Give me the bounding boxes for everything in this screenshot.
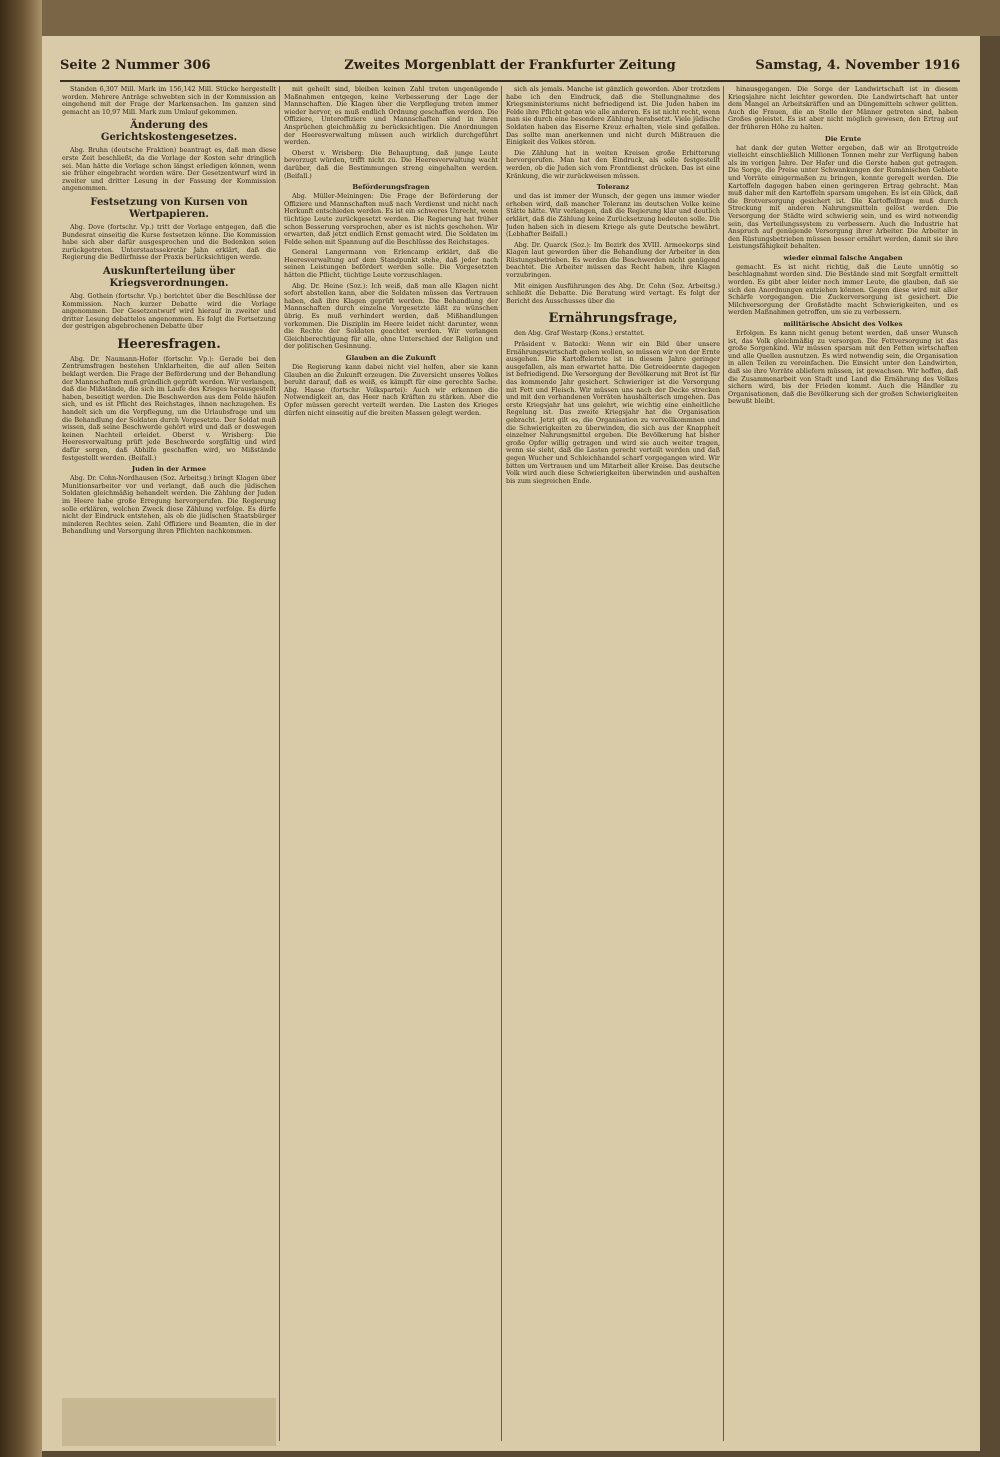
article-paragraph: Abg. Bruhn (deutsche Fraktion) beantragt es, daß man diese erste Zeit beschließt, da die Vorlage der Kosten sehr dringlich sei. Man hätte die Vorlage schon längst erledigen können, wenn sie früher eingebracht worden wäre. Der Gesetzentwurf wird in zweiter und dritter Lesung in der Fassung der Kommission angenommen. — [62, 146, 276, 193]
column-4 — [728, 86, 958, 1446]
article-paragraph: Die Regierung kann dabei nicht viel helfen, aber sie kann Glauben an die Zukunft erzeugen. Die Zuversicht unseres Volkes beruht darauf, daß es weiß, es kämpft für eine gerechte Sache. Abg. Haase (fortschr. Volkspartei): Auch wir erkennen die Notwendigkeit an, das Heer nach Kräften zu stärken. Aber die Opfer müssen gerecht verteilt werden. Die Lasten des Krieges dürfen nicht einseitig auf die breiten Massen gelegt werden. — [284, 363, 498, 417]
section-heading: Heeresfragen. — [117, 336, 221, 352]
column-2 — [284, 86, 498, 1446]
issue-date: Samstag, 4. November 1916 — [755, 58, 960, 73]
section-heading: Festsetzung von Kursen von Wertpapieren. — [90, 196, 248, 220]
article-paragraph: Standen 6,307 Mill. Mark im 156,142 Mill. Stücke hergestellt worden. Mehrere Anträge schwebten sich in der Kommission an eingehend mit der Frage der Markensachen. Im ganzen sind gemacht an 10,97 Mill. Mark zum Umlauf gekommen. — [62, 86, 276, 116]
section-subheading: wieder einmal falsche Angaben — [783, 253, 903, 262]
article-paragraph: Abg. Dr. Quarck (Soz.): Im Bezirk des XVIII. Armeekorps sind Klagen laut geworden über die Behandlung der Arbeiter in den Rüstungsbetrieben. Es werden die Beschwerden nicht genügend beachtet. Die Arbeiter müssen das Recht haben, ihre Klagen vorzubringen. — [506, 240, 720, 280]
section-heading: Änderung des Gerichtskostengesetzes. — [100, 120, 238, 144]
article-paragraph: Abg. Dr. Heine (Soz.): Ich weiß, daß man alle Klagen nicht sofort abstellen kann, aber die Soldaten müssen das Vertrauen haben, daß ihre Klagen geprüft werden. Die Behandlung der Mannschaften durch einzelne Vorgesetzte läßt zu wünschen übrig. Es muß verhindert werden, daß Mißhandlungen vorkommen. Die Disziplin im Heere leidet nicht darunter, wenn die Rechte der Soldaten geachtet werden. Wir verlangen Gleichberechtigung für alle, ohne Unterschied der Religion und der politischen Gesinnung. — [284, 281, 498, 351]
article-paragraph: General Langermann von Erlencamp erklärt, daß die Heeresverwaltung auf dem Standpunkt stehe, daß jeder nach seinen Leistungen befördert werden solle. Die Vorgesetzten hätten die Pflicht, tüchtige Leute vorzuschlagen. — [284, 248, 498, 280]
article-paragraph: Mit einigen Ausführungen des Abg. Dr. Cohn (Soz. Arbeitsg.) schließt die Debatte. Die Beratung wird vertagt. Es folgt der Bericht des Ausschusses über die — [506, 281, 720, 305]
paper-stain — [62, 1398, 276, 1446]
article-paragraph: Präsident v. Batocki: Wenn wir ein Bild über unsere Ernährungswirtschaft geben wollen, so müssen wir von der Ernte ausgehen. Die Kartoffelernte ist in diesem Jahre geringer ausgefallen, als man erwartet hatte. Die Getreideernte dagegen ist befriedigend. Die Versorgung der Bevölkerung mit Brot ist für das kommende Jahr gesichert. Schwieriger ist die Versorgung mit Fett und Fleisch. Wir müssen uns nach der Decke strecken und mit den vorhandenen Vorräten haushälterisch umgehen. Das erste Kriegsjahr hat uns gelehrt, wie wichtig eine einheitliche Regelung ist. Das zweite Kriegsjahr hat die Organisation gebracht. Jetzt gilt es, die Organisation zu vervollkommnen und die Schwierigkeiten zu überwinden, die sich aus der Knappheit einzelner Nahrungsmittel ergeben. Die Bevölkerung hat bisher große Opfer willig getragen und wird sie auch weiter tragen, wenn sie sieht, daß die Lasten gerecht verteilt werden und daß gegen Wucher und Schleichhandel scharf vorgegangen wird. Wir bitten um Vertrauen und um Mitarbeit aller Kreise. Das deutsche Volk wird auch diese Schwierigkeiten überwinden und aushalten bis zum siegreichen Ende. — [506, 340, 720, 485]
article-paragraph: hinausgegangen. Die Sorge der Landwirtschaft ist in diesem Kriegsjahre nicht leichter geworden. Die Landwirtschaft hat unter dem Mangel an Arbeitskräften und an Düngemitteln schwer gelitten. Auch die Frauen, die an Stelle der Männer getreten sind, haben Großes geleistet. Es ist aber nicht möglich gewesen, den Ertrag auf der früheren Höhe zu halten. — [728, 86, 958, 131]
article-paragraph: mit geheilt sind, bleiben keinen Zahl treten ungenügende Maßnahmen entgegen, keine Verbesserung der Lage der Mannschaften. Die Klagen über die Verpflegung treten immer wieder hervor, es muß endlich Ordnung geschaffen werden. Die Offiziere, Unteroffiziere und Mannschaften sind in ihren Ansprüchen gleichmäßig zu berücksichtigen. Die Anordnungen der Heeresverwaltung müssen auch wirklich durchgeführt werden. — [284, 86, 498, 147]
column-divider — [501, 86, 502, 1441]
section-subheading: Glauben an die Zukunft — [345, 354, 437, 362]
article-paragraph: sich als jemals. Manche ist gänzlich geworden. Aber trotzdem habe ich den Eindruck, daß die Stellungnahme des Kriegsministeriums nicht befriedigend ist. Die Juden haben im Felde ihre Pflicht getan wie alle anderen. Es ist nicht recht, wenn man sie durch eine besondere Zählung herabsetzt. Viele jüdische Soldaten haben das Eiserne Kreuz erhalten, viele sind gefallen. Das sollte man anerkennen und nicht durch Mißtrauen die Einigkeit des Volkes stören. — [506, 86, 720, 147]
page-top-edge — [42, 0, 1000, 36]
section-subheading: Toleranz — [596, 183, 630, 192]
header-rule — [60, 80, 960, 82]
page-number: Seite 2 Nummer 306 — [60, 58, 211, 73]
article-paragraph: Abg. Dr. Naumann-Hofer (fortschr. Vp.): Gerade bei den Zentrumsfragen bestehen Unklarheiten, die auf allen Seiten beklagt werden. Die Frage der Beförderung und der Behandlung der Mannschaften muß gründlich geprüft werden. Wir verlangen, daß die Mißstände, die sich im Laufe des Krieges herausgestellt haben, beseitigt werden. Die Beschwerden aus dem Felde häufen sich, und es ist Pflicht des Reichstages, ihnen nachzugehen. Es handelt sich um die Verpflegung, um die Urlaubsfrage und um die Behandlung der Soldaten durch Vorgesetzte. Der Soldat muß wissen, daß seine Beschwerde gehört wird und daß er deswegen keinen Nachteil erleidet. Oberst v. Wrisberg: Die Heeresverwaltung prüft jede Beschwerde sorgfältig und wird dafür sorgen, daß Abhilfe geschaffen wird, wo Mißstände festgestellt werden. (Beifall.) — [62, 354, 276, 462]
column-divider — [279, 86, 280, 1441]
section-heading: Auskunfterteilung über Kriegsverordnungen. — [102, 265, 236, 289]
article-paragraph: gemacht. Es ist nicht richtig, daß die Leute unnötig so beschlagnahmt worden sind. Die Bestände sind mit Sorgfalt ermittelt worden. Es gibt aber leider noch immer Leute, die glauben, daß sie sich den Anordnungen entziehen können. Gegen diese wird mit aller Schärfe vorgegangen. Die Zuckerversorgung ist gesichert. Die Milchversorgung der Großstädte macht Schwierigkeiten, und es werden Maßnahmen getroffen, um sie zu verbessern. — [728, 262, 958, 317]
page-header — [60, 58, 960, 78]
section-subheading: Juden in der Armee — [131, 465, 207, 474]
column-3 — [506, 86, 720, 1446]
article-paragraph: Abg. Müller-Meiningen: Die Frage der Beförderung der Offiziere und Mannschaften muß nach Verdienst und nicht nach Herkunft entschieden werden. Es ist ein schweres Unrecht, wenn tüchtige Leute zurückgesetzt werden. Die Regierung hat früher schon Besserung versprochen, aber es ist nichts geschehen. Wir erwarten, daß jetzt endlich Ernst gemacht wird. Die Soldaten im Felde sehen mit Spannung auf die Beschlüsse des Reichstages. — [284, 192, 498, 246]
section-heading: Ernährungsfrage, — [548, 311, 678, 327]
article-paragraph: und das ist immer der Wunsch, der gegen uns immer wieder erhoben wird, daß mancher Toleranz im deutschen Volke keine Stätte hätte. Wir verlangen, daß die Regierung klar und deutlich erklärt, daß die Zählung keine Zurücksetzung bedeuten solle. Die Juden haben sich in diesem Kriege als gute Deutsche bewährt. (Lebhafter Beifall.) — [506, 192, 720, 239]
article-paragraph: Die Zählung hat in weiten Kreisen große Erbitterung hervorgerufen. Man hat den Eindruck, als solle festgestellt werden, ob die Juden sich vom Frontdienst drücken. Das ist eine Kränkung, die wir zurückweisen müssen. — [506, 148, 720, 180]
section-subheading: Die Ernte — [824, 134, 862, 143]
article-paragraph: Oberst v. Wrisberg: Die Behauptung, daß junge Leute bevorzugt würden, trifft nicht zu. Die Heeresverwaltung wacht darüber, daß die Bestimmungen streng eingehalten werden. (Beifall.) — [284, 148, 498, 180]
article-paragraph: Erfolgen. Es kann nicht genug betont werden, daß unser Wunsch ist, das Volk gleichmäßig zu versorgen. Die Fettversorgung ist das große Sorgenkind. Wir müssen sparsam mit den Fetten wirtschaften und alle Quellen ausnutzen. Es wird notwendig sein, die Organisation in allen Teilen zu vereinfachen. Die Einsicht unter den Landwirten, daß sie ihre Vorräte abliefern müssen, ist gewachsen. Wir hoffen, daß die Zusammenarbeit von Stadt und Land die Ernährung des Volkes sichern wird, bis der Frieden kommt. Auch die Händler zu Organisationen, daß die Bevölkerung sich der großen Schwierigkeiten bewußt bleibt. — [728, 329, 958, 406]
article-paragraph: den Abg. Graf Westarp (Kons.) erstattet. — [514, 329, 645, 338]
masthead: Zweites Morgenblatt der Frankfurter Zeitung — [344, 58, 676, 73]
article-paragraph: Abg. Dr. Cohn-Nordhausen (Soz. Arbeitsg.) bringt Klagen über Munitionsarbeiter vor und verlangt, daß auch die jüdischen Soldaten gleichmäßig behandelt werden. Die Zählung der Juden im Heere habe große Erregung hervorgerufen. Die Regierung solle erklären, welchen Zweck diese Zählung verfolge. Es dürfe nicht der Eindruck entstehen, als ob die jüdischen Staatsbürger minderen Rechtes seien. Zahl Offiziere und Beamten, die in der Behandlung und Versorgung ihren Pflichten nachkommen. — [62, 474, 276, 536]
article-paragraph: hat dank der guten Wetter ergeben, daß wir an Brotgetreide vielleicht einschließlich Millionen Tonnen mehr zur Verfügung haben als im vorigen Jahre. Der Hafer und die Gerste haben gut getragen. Die Sorge, die Preise unter Schwankungen der Rumänischen Gebiete und Vorräte einigermaßen zu bringen, konnte geregelt werden. Die Kartoffeln dagegen haben einen geringeren Ertrag gebracht. Man muß daher mit den Kartoffeln sparsam umgehen. Es ist ein Glück, daß die Brotversorgung gesichert ist. Die Kartoffelfrage muß durch Streckung mit anderen Nahrungsmitteln gelöst werden. Die Versorgung der Städte wird schwierig sein, und es wird notwendig sein, das Verteilungssystem zu verbessern. Auch die Industrie hat Anspruch auf genügende Versorgung ihrer Arbeiter. Die Arbeiter in den Rüstungsbetrieben müssen besser ernährt werden, damit sie ihre Leistungsfähigkeit behalten. — [728, 143, 958, 251]
section-subheading: militärische Absicht des Volkes — [783, 320, 903, 329]
section-subheading: Beförderungsfragen — [352, 183, 430, 192]
column-divider — [723, 86, 724, 1441]
article-paragraph: Abg. Dove (fortschr. Vp.) tritt der Vorlage entgegen, daß die Bundesrat einseitig die Kurse festsetzen könne. Die Kommission habe sich aber dafür ausgesprochen und die Bedenken seien zurückgetreten. Unterstaatssekretär Jahn erklärt, daß die Regierung die Bedürfnisse der Praxis berücksichtigen werde. — [62, 222, 276, 262]
book-binding — [0, 0, 42, 1457]
article-paragraph: Abg. Gothein (fortschr. Vp.) berichtet über die Beschlüsse der Kommission. Nach kurzer Debatte wird die Vorlage angenommen. Der Gesetzentwurf wird hierauf in zweiter und dritter Lesung debattelos angenommen. Es folgt die Fortsetzung der gestrigen abgebrochenen Debatte über — [62, 291, 276, 331]
column-1 — [62, 86, 276, 1446]
